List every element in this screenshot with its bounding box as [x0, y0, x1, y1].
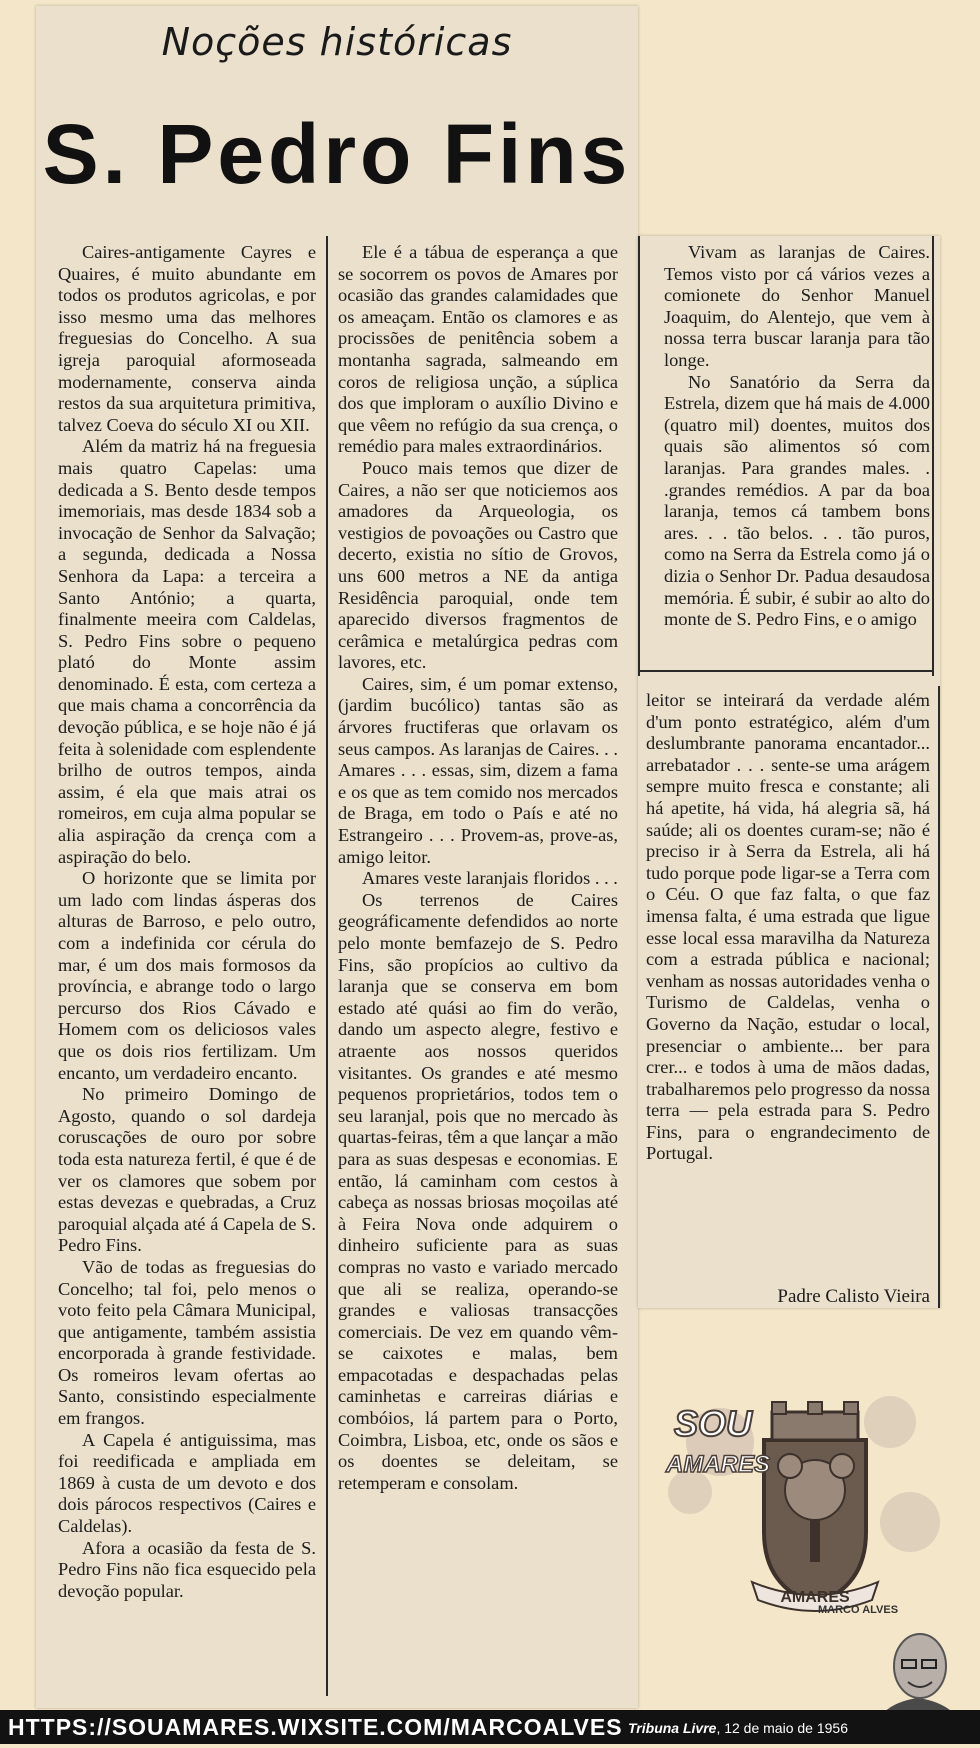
- article-title: S. Pedro Fins: [42, 107, 632, 201]
- paragraph: Amares veste laranjais floridos . . .: [362, 868, 618, 889]
- paragraph: Pouco mais temos que dizer de Caires, a não ser que noticiemos aos amadores da Arqueologia, os vestigios de povoações ou Castro que decerto, existia no sítio de Grovos, uns 600 metros a NE da antiga Residência paroquial, onde tem aparecido diversos fragmentos de cerâmica e metalúrgica pedras com lavores, etc.: [338, 457, 618, 673]
- article-column-3-bottom: [646, 690, 930, 1165]
- column-divider: [938, 686, 940, 1308]
- column-divider: [326, 236, 328, 1696]
- paragraph: Ele é a tábua de esperança a que se socorrem os povos de Amares por ocasião das grandes calamidades que os ameaçam. Então os clamores e as procissões de penitência sobem a montanha sagrada, salmeando em coros de religiosa unção, a súplica dos que imploram o auxílio Divino e que vêem no refúgio da sua crença, o remédio para males extraordinários.: [338, 242, 618, 457]
- paragraph: A Capela é antiguissima, mas foi reedificada e ampliada em 1869 à custa de um devoto e dos dois párocos respectivos (Caires e Caldelas).: [58, 1429, 316, 1537]
- paragraph: Caires-antigamente Cayres e Quaires, é muito abundante em todos os produtos agricolas, e por isso mesmo uma das melhores freguesias do Concelho. A sua igreja paroquial aformoseada modernamente, conserva ainda restos da sua arquitetura primitiva, talvez Coeva do século XI ou XII.: [58, 242, 316, 435]
- paragraph: No primeiro Domingo de Agosto, quando o sol dardeja coruscações de ouro por sobre toda esta natureza fertil, é que é de ver os clamores que sobem por estas devezas e quebradas, a Cruz paroquial alçada até á Capela de S. Pedro Fins.: [58, 1084, 316, 1256]
- paragraph: Os terrenos de Caires geográficamente defendidos ao norte pelo monte bemfazejo de S. Pedro Fins, são propícios ao cultivo da laranja que se conserva em bom estado até quási ao fim do verão, dando um aspecto alegre, festivo e atraente aos nossos queridos visitantes. Os grandes e até mesmo pequenos proprietários, todos tem o seu laranjal, pois que no mercado às quartas-feiras, têm a que lançar a mão para as suas despesas e economias. E então, lá caminham com cestos à cabeça as nossas briosas moçoilas até à Feira Nova onde adquirem o dinheiro suficiente para as suas compras no vasto e variado mercado que ali se realiza, operando-se grandes e valiosas transacções comerciais. De vez em quando vêm-se caixotes e malas, bem empacotadas e despachadas pelas caminhetas e carreiras diárias e combóios, lá partem para o Porto, Coimbra, Lisboa, etc, onde os sãos e os doentes se deleitam, se retemperam e consolam.: [338, 889, 618, 1493]
- article-kicker: Noções históricas: [161, 20, 513, 64]
- source-citation: [628, 1720, 848, 1736]
- publication-name: Tribuna Livre: [628, 1720, 717, 1736]
- logo-credit: MARCO ALVES: [818, 1604, 899, 1616]
- paragraph: leitor se inteirará da verdade além d'um ponto estratégico, além d'um deslumbrante panorama encantador... arrebatador . . . sente-se uma arágem sempre muito fresca e constante; ali há apetite, há vida, há alegria sã, há saúde; ali os doentes curam-se; não é preciso ir à Serra da Estrela, ali há tudo porque pode ligar-se a Terra com o Céu. O que faz falta, o que faz imensa falta, é uma estrada que ligue esse local essa maravilha da Natureza com a estrada pública e nacional; venham as nossas autoridades venha o Turismo de Caldelas, venha o Governo da Nação, estudar o local, presenciar o ambiente... ber para crer... e todos à uma de mãos dadas, trabalharemos pelo progresso da nossa terra — pela estrada para S. Pedro Fins, para o engrandecimento de Portugal.: [646, 690, 930, 1164]
- column-divider: [638, 236, 640, 676]
- article-column-2: [338, 242, 618, 1494]
- paragraph: Vão de todas as freguesias do Concelho; tal foi, pelo menos o voto feito pela Câmara Municipal, que antigamente, também assistia encorporada à grande festividade. Os romeiros levam ofertas ao Santo, consistindo especialmente em frangos.: [58, 1256, 316, 1429]
- brand-amares: AMARES: [666, 1451, 771, 1478]
- brand-sou: SOU: [674, 1403, 753, 1444]
- publication-date: , 12 de maio de 1956: [716, 1720, 848, 1736]
- crest-banner: AMARES: [780, 1589, 850, 1606]
- author-signature: Padre Calisto Vieira: [777, 1286, 930, 1307]
- paragraph: Caires, sim, é um pomar extenso, (jardim bucólico) tantas são as árvores fructiferas que orlavam os seus campos. As laranjas de Caires. . . Amares . . . essas, sim, dizem a fama e os que as tem comido nos mercados de Braga, em todo o País e até no Estrangeiro . . . Provem-as, prove-as, amigo leitor.: [338, 673, 618, 867]
- paragraph: No Sanatório da Serra da Estrela, dizem que há mais de 4.000 (quatro mil) doentes, muitos dos quais são alimentos só com laranjas. Para grandes males. . .grandes remédios. A par da boa laranja, temos cá tambem bons ares. . . tão belos. . . tão puros, como na Serra da Estrela como já o dizia o Senhor Dr. Padua desaudosa memória. É subir, é subir ao alto do monte de S. Pedro Fins, e o amigo: [664, 371, 930, 630]
- column-divider: [932, 236, 934, 676]
- website-link[interactable]: HTTPS://SOUAMARES.WIXSITE.COM/MARCOALVES: [8, 1714, 623, 1740]
- paragraph: Vivam as laranjas de Caires. Temos visto por cá vários vezes a comionete do Senhor Manuel Joaquim, do Alentejo, que vem à nossa terra buscar laranja para tão longe.: [664, 242, 930, 370]
- article-column-1: [58, 242, 316, 1602]
- sou-amares-logo: [660, 1382, 960, 1622]
- article-column-3-top: [664, 242, 930, 631]
- footer-bar: [0, 1710, 980, 1744]
- paragraph: Afora a ocasião da festa de S. Pedro Fins não fica esquecido pela devoção popular.: [58, 1537, 316, 1601]
- municipal-crest-icon: [660, 1382, 960, 1622]
- section-divider: [638, 670, 932, 672]
- paragraph: Além da matriz há na freguesia mais quatro Capelas: uma dedicada a S. Bento desde tempos imemoriais, mas desde 1834 sob a invocação de Senhor da Salvação; a segunda, dedicada a Nossa Senhora da Lapa: a terceira a Santo António; a quarta, finalmente meeira com Caldelas, S. Pedro Fins sobre o pequeno plató do Monte assim denominado. É esta, com certeza a que mais chama a concorrência da devoção pública, e se hoje não é já feita à solenidade com esplendente brilho de outros tempos, ainda assim, é ela que mais atrai os romeiros, em cuja alma popular se alia aspiração da crença com a aspiração do belo.: [58, 436, 316, 867]
- paragraph: O horizonte que se limita por um lado com lindas ásperas dos alturas de Barroso, e pelo outro, com a indefinida cor cérula do mar, é um dos mais formosos da província, e abrange todo o largo percurso dos Rios Cávado e Homem com os deliciosos vales que os dois rios fertilizam. Um encanto, um verdadeiro encanto.: [58, 868, 316, 1083]
